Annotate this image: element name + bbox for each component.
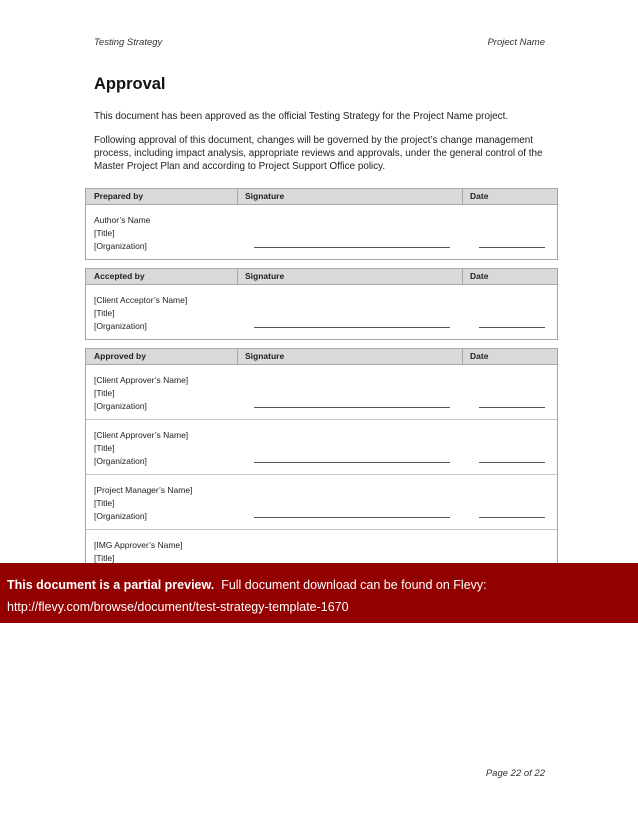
signatory-name: [Project Manager’s Name] bbox=[94, 485, 193, 495]
col-date: Date bbox=[470, 191, 489, 201]
signatory-title: [Title] bbox=[94, 227, 115, 238]
signatory-organization: [Organization] bbox=[94, 510, 147, 521]
signatory-name: [Client Acceptor’s Name] bbox=[94, 295, 188, 305]
signatory-name: [Client Approver’s Name] bbox=[94, 430, 189, 440]
date-line bbox=[479, 247, 545, 248]
preview-banner bbox=[0, 563, 638, 623]
col-signature: Signature bbox=[245, 271, 285, 281]
signature-line bbox=[254, 247, 450, 248]
signatory-organization: [Organization] bbox=[94, 320, 147, 331]
banner-bold-text: This document is a partial preview. bbox=[7, 578, 215, 592]
approved-by-table bbox=[85, 348, 558, 565]
table-row bbox=[86, 205, 557, 259]
signatory-title: [Title] bbox=[94, 307, 115, 318]
col-role: Approved by bbox=[94, 351, 146, 361]
signatory-name: [IMG Approver’s Name] bbox=[94, 540, 183, 550]
signatory-title: [Title] bbox=[94, 442, 115, 453]
col-role: Prepared by bbox=[94, 191, 144, 201]
col-signature: Signature bbox=[245, 351, 285, 361]
signatory-block bbox=[94, 429, 188, 467]
signatory-block bbox=[94, 374, 188, 412]
section-title: Approval bbox=[94, 75, 166, 93]
signatory-title: [Title] bbox=[94, 497, 115, 508]
signatory-block bbox=[94, 294, 187, 332]
change-control-paragraph: Following approval of this document, changes will be governed by the project’s change management process, including impact analysis, appropriate reviews and approvals, under the general control of the Master Project Plan and according to Project Support Office policy. bbox=[94, 135, 543, 173]
col-date: Date bbox=[470, 271, 489, 281]
signature-line bbox=[254, 517, 450, 518]
signatory-name: Author’s Name bbox=[94, 215, 151, 225]
table-row bbox=[86, 285, 557, 339]
signatory-block bbox=[94, 214, 150, 252]
signature-line bbox=[254, 327, 450, 328]
prepared-by-table bbox=[85, 188, 558, 260]
table-header bbox=[86, 268, 557, 285]
signatory-organization: [Organization] bbox=[94, 240, 147, 251]
signatory-title: [Title] bbox=[94, 552, 115, 563]
download-link[interactable]: http://flevy.com/browse/document/test-strategy-template-1670 bbox=[7, 600, 349, 614]
table-row bbox=[86, 365, 557, 419]
signatory-organization: [Organization] bbox=[94, 400, 147, 411]
date-line bbox=[479, 462, 545, 463]
signatory-title: [Title] bbox=[94, 387, 115, 398]
date-line bbox=[479, 407, 545, 408]
table-header bbox=[86, 188, 557, 205]
page-number: Page 22 of 22 bbox=[485, 768, 545, 779]
header-project-name: Project Name bbox=[487, 37, 545, 48]
col-role: Accepted by bbox=[94, 271, 145, 281]
col-date: Date bbox=[470, 351, 489, 361]
accepted-by-table bbox=[85, 268, 558, 340]
signature-line bbox=[254, 462, 450, 463]
signatory-block bbox=[94, 484, 192, 522]
signatory-name: [Client Approver’s Name] bbox=[94, 375, 189, 385]
banner-message bbox=[7, 578, 487, 592]
table-row bbox=[86, 419, 557, 474]
table-header bbox=[86, 348, 557, 365]
signatory-organization: [Organization] bbox=[94, 455, 147, 466]
signature-line bbox=[254, 407, 450, 408]
table-row bbox=[86, 474, 557, 529]
date-line bbox=[479, 517, 545, 518]
approval-paragraph: This document has been approved as the official Testing Strategy for the Project Name project. bbox=[94, 111, 509, 122]
col-signature: Signature bbox=[245, 191, 285, 201]
date-line bbox=[479, 327, 545, 328]
header-document-title: Testing Strategy bbox=[94, 37, 163, 48]
banner-text: Full document download can be found on Flevy: bbox=[221, 578, 487, 592]
